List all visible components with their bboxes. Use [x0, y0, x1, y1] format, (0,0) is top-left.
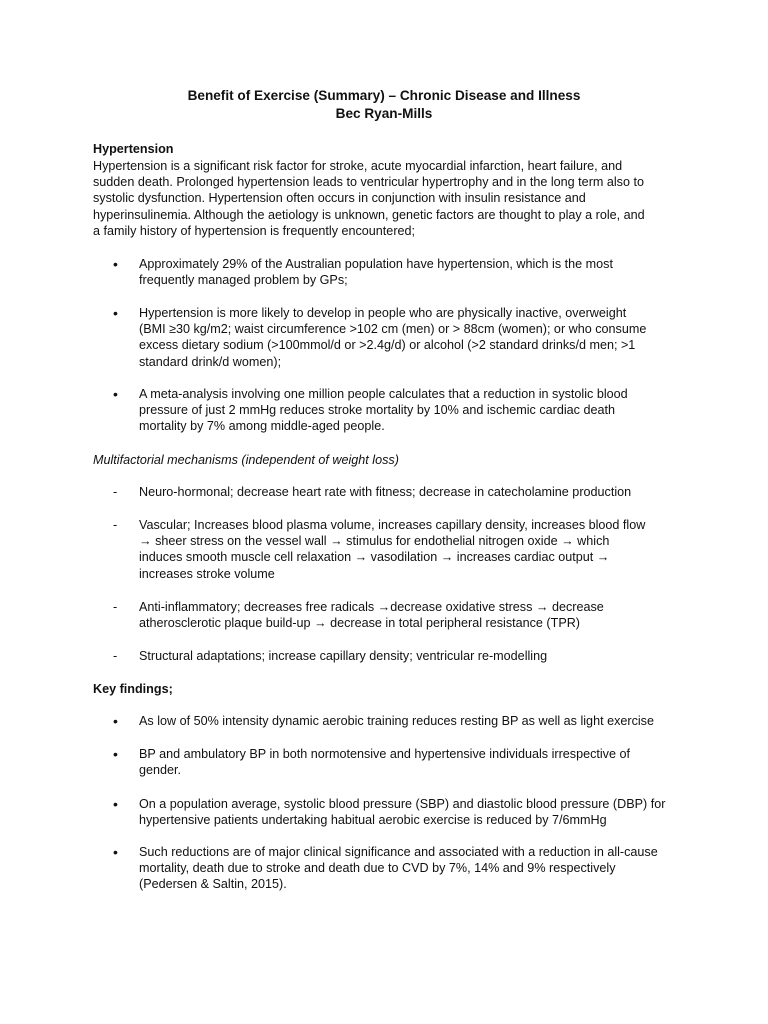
list-item-line: Hypertension is more likely to develop in people who are physically inactive, overweight — [139, 306, 627, 320]
list-item — [93, 386, 693, 435]
bullet-marker: • — [113, 713, 118, 729]
dash-marker: - — [113, 649, 118, 663]
bullet-marker: • — [113, 844, 118, 860]
list-item-line: induces smooth muscle cell relaxation → vasodilation → increases cardiac output → — [139, 550, 610, 565]
bullet-marker: • — [113, 305, 118, 321]
list-item-line: Vascular; Increases blood plasma volume, increases capillary density, increases blood flow — [139, 518, 646, 532]
paragraph-line: a family history of hypertension is frequently encountered; — [93, 223, 416, 238]
list-item-line: Structural adaptations; increase capillary density; ventricular re-modelling — [139, 649, 548, 663]
document-title: Benefit of Exercise (Summary) – Chronic Disease and Illness — [187, 88, 581, 103]
hypertension-intro-paragraph — [93, 158, 693, 239]
list-item-line: On a population average, systolic blood pressure (SBP) and diastolic blood pressure (DBP) for — [139, 797, 666, 811]
list-item-line: standard drink/d women); — [139, 354, 282, 369]
list-item — [93, 517, 693, 582]
list-item — [93, 484, 693, 500]
list-item — [93, 599, 693, 631]
list-item — [93, 713, 693, 729]
list-item-line: mortality by 7% among middle-aged people. — [139, 419, 385, 434]
paragraph-line: sudden death. Prolonged hypertension leads to ventricular hypertrophy and in the long term also to — [93, 175, 644, 190]
list-item — [93, 305, 693, 370]
list-item-line: Such reductions are of major clinical significance and associated with a reduction in all-cause — [139, 845, 658, 859]
bullet-marker: • — [113, 386, 118, 402]
paragraph-line: systolic dysfunction. Hypertension often occurs in conjunction with insulin resistance and — [93, 191, 586, 206]
dash-marker: - — [113, 518, 118, 532]
list-item-line: increases stroke volume — [139, 566, 275, 581]
dash-marker: - — [113, 600, 118, 614]
paragraph-line: Hypertension is a significant risk factor for stroke, acute myocardial infarction, heart failure, and — [93, 159, 623, 173]
list-item-line: As low of 50% intensity dynamic aerobic training reduces resting BP as well as light exercise — [139, 714, 654, 728]
list-item-line: pressure of just 2 mmHg reduces stroke mortality by 10% and ischemic cardiac death — [139, 403, 615, 418]
section-heading-key-findings: Key findings; — [93, 682, 173, 696]
list-item — [93, 256, 693, 288]
dash-marker: - — [113, 485, 118, 499]
list-item — [93, 796, 693, 828]
list-item — [93, 844, 693, 893]
list-item-line: (Pedersen & Saltin, 2015). — [139, 877, 287, 892]
section-heading-hypertension: Hypertension — [93, 142, 174, 156]
paragraph-line: hyperinsulinemia. Although the aetiology is unknown, genetic factors are thought to play a role, and — [93, 207, 645, 222]
list-item-line: gender. — [139, 763, 182, 778]
bullet-marker: • — [113, 746, 118, 762]
document-author: Bec Ryan-Mills — [335, 106, 433, 121]
list-item-line: A meta-analysis involving one million people calculates that a reduction in systolic blood — [139, 387, 628, 401]
list-item — [93, 746, 693, 778]
list-item-line: → sheer stress on the vessel wall → stimulus for endothelial nitrogen oxide → which — [139, 534, 610, 549]
list-item-line: frequently managed problem by GPs; — [139, 273, 348, 288]
list-item-line: mortality, death due to stroke and death due to CVD by 7%, 14% and 9% respectively — [139, 861, 616, 876]
list-item-line: atherosclerotic plaque build-up → decrease in total peripheral resistance (TPR) — [139, 616, 581, 631]
list-item-line: (BMI ≥30 kg/m2; waist circumference >102 cm (men) or > 88cm (women); or who consume — [139, 322, 647, 337]
list-item-line: BP and ambulatory BP in both normotensive and hypertensive individuals irrespective of — [139, 747, 630, 761]
bullet-marker: • — [113, 796, 118, 812]
section-heading-mechanisms: Multifactorial mechanisms (independent of weight loss) — [93, 453, 399, 467]
list-item-line: Approximately 29% of the Australian population have hypertension, which is the most — [139, 257, 613, 271]
list-item-line: excess dietary sodium (>100mmol/d or >2.4g/d) or alcohol (>2 standard drinks/d men; >1 — [139, 338, 636, 353]
list-item-line: Anti-inflammatory; decreases free radicals →decrease oxidative stress → decrease — [139, 600, 604, 614]
list-item-line: Neuro-hormonal; decrease heart rate with fitness; decrease in catecholamine production — [139, 485, 632, 499]
list-item — [93, 648, 693, 664]
bullet-marker: • — [113, 256, 118, 272]
list-item-line: hypertensive patients undertaking habitual aerobic exercise is reduced by 7/6mmHg — [139, 813, 607, 828]
